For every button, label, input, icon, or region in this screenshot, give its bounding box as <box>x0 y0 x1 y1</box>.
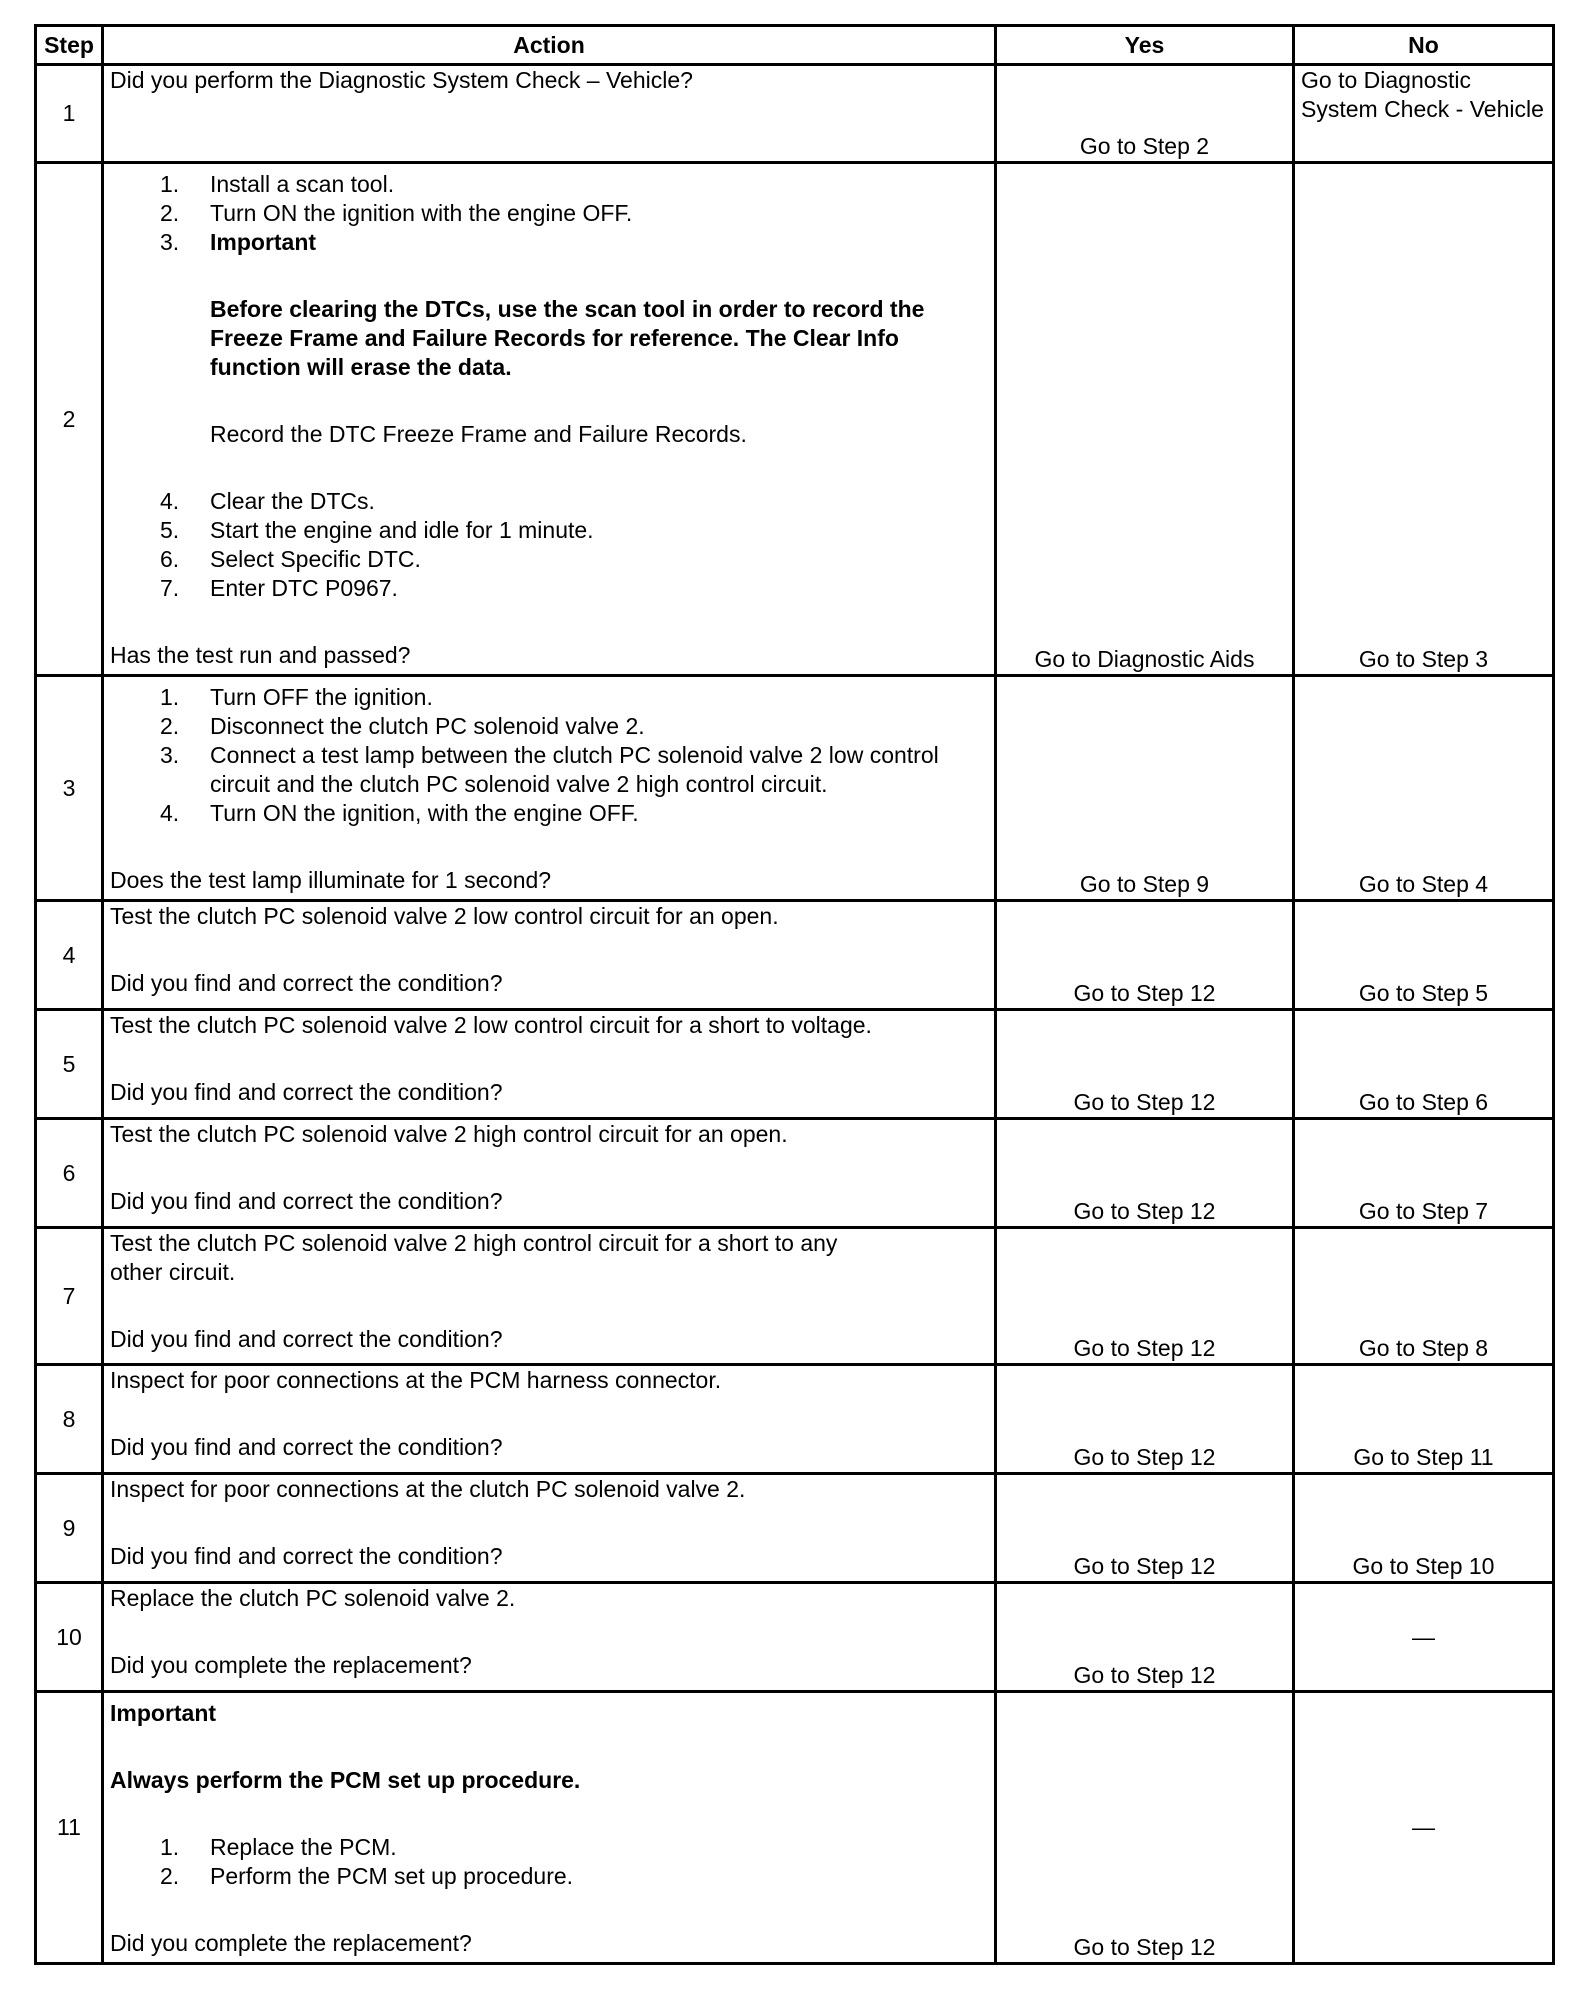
step-number: 5 <box>36 1010 103 1119</box>
yes-cell: Go to Diagnostic Aids <box>996 163 1294 676</box>
action-cell <box>103 1010 996 1119</box>
step-number: 10 <box>36 1583 103 1692</box>
step-number: 6 <box>36 1119 103 1228</box>
no-cell: Go to Step 3 <box>1294 163 1554 676</box>
action-cell <box>103 1692 996 1964</box>
list-item: 4. Turn ON the ignition, with the engine OFF. <box>160 800 639 826</box>
step-number: 8 <box>36 1365 103 1474</box>
table-row <box>36 1474 1554 1583</box>
step-number: 7 <box>36 1228 103 1365</box>
action-cell <box>103 1119 996 1228</box>
action-cell <box>103 1228 996 1365</box>
header-no: No <box>1294 26 1554 65</box>
no-cell: Go to Step 6 <box>1294 1010 1554 1119</box>
list-item: 2. Perform the PCM set up procedure. <box>160 1863 574 1889</box>
list-item: 6. Select Specific DTC. <box>160 546 421 572</box>
procedure-list <box>110 1833 988 1891</box>
table-row <box>36 676 1554 901</box>
yes-cell: Go to Step 12 <box>996 1583 1294 1692</box>
question: Does the test lamp illuminate for 1 second? <box>110 867 552 893</box>
no-cell: — <box>1294 1583 1554 1692</box>
yes-cell: Go to Step 12 <box>996 1228 1294 1365</box>
step-number: 3 <box>36 676 103 901</box>
yes-cell: Go to Step 12 <box>996 1119 1294 1228</box>
procedure-list <box>110 170 988 257</box>
question: Did you find and correct the condition? <box>110 1326 503 1352</box>
question: Did you complete the replacement? <box>110 1652 472 1678</box>
table-row <box>36 1692 1554 1964</box>
table-row <box>36 163 1554 676</box>
yes-cell: Go to Step 12 <box>996 1474 1294 1583</box>
no-cell: Go to Step 8 <box>1294 1228 1554 1365</box>
action-cell <box>103 901 996 1010</box>
list-item: 3. Connect a test lamp between the clutch PC solenoid valve 2 low control circuit and the clutch PC solenoid valve 2 high control circuit. <box>160 742 939 797</box>
table-row <box>36 1228 1554 1365</box>
step-number: 2 <box>36 163 103 676</box>
yes-cell: Go to Step 12 <box>996 1692 1294 1964</box>
list-item: 2. Turn ON the ignition with the engine OFF. <box>160 200 633 226</box>
instruction: Inspect for poor connections at the PCM harness connector. <box>110 1367 722 1393</box>
table-row <box>36 1365 1554 1474</box>
record-note: Record the DTC Freeze Frame and Failure Records. <box>210 421 747 447</box>
table-row <box>36 1583 1554 1692</box>
table-row <box>36 1010 1554 1119</box>
header-action: Action <box>103 26 996 65</box>
list-item: 1. Replace the PCM. <box>160 1834 397 1860</box>
no-cell: Go to Step 7 <box>1294 1119 1554 1228</box>
instruction: Test the clutch PC solenoid valve 2 high control circuit for a short to any other circuit. <box>110 1230 838 1285</box>
yes-cell: Go to Step 9 <box>996 676 1294 901</box>
instruction: Test the clutch PC solenoid valve 2 low control circuit for a short to voltage. <box>110 1012 872 1038</box>
header-yes: Yes <box>996 26 1294 65</box>
list-item: 5. Start the engine and idle for 1 minute. <box>160 517 594 543</box>
instruction: Inspect for poor connections at the clutch PC solenoid valve 2. <box>110 1476 746 1502</box>
action-cell <box>103 1365 996 1474</box>
procedure-list <box>110 487 988 603</box>
list-item: 3. Important <box>160 229 317 255</box>
header-row <box>36 26 1554 65</box>
instruction: Test the clutch PC solenoid valve 2 high control circuit for an open. <box>110 1121 788 1147</box>
question: Did you perform the Diagnostic System Check – Vehicle? <box>110 67 693 93</box>
step-number: 4 <box>36 901 103 1010</box>
table-row <box>36 65 1554 163</box>
question: Did you find and correct the condition? <box>110 1543 503 1569</box>
instruction: Test the clutch PC solenoid valve 2 low control circuit for an open. <box>110 903 779 929</box>
important-label: Important <box>110 1700 217 1726</box>
important-note: Always perform the PCM set up procedure. <box>110 1767 581 1793</box>
header-step: Step <box>36 26 103 65</box>
diagnostic-table <box>34 24 1555 1965</box>
procedure-list <box>110 683 988 828</box>
action-cell <box>103 1583 996 1692</box>
list-item: 1. Install a scan tool. <box>160 171 395 197</box>
question: Did you find and correct the condition? <box>110 1079 503 1105</box>
step-number: 11 <box>36 1692 103 1964</box>
action-cell <box>103 65 996 163</box>
no-cell: Go to Step 10 <box>1294 1474 1554 1583</box>
table-row <box>36 1119 1554 1228</box>
yes-cell: Go to Step 2 <box>996 65 1294 163</box>
list-item: 1. Turn OFF the ignition. <box>160 684 433 710</box>
no-cell: Go to Step 5 <box>1294 901 1554 1010</box>
no-cell: Go to Step 4 <box>1294 676 1554 901</box>
yes-cell: Go to Step 12 <box>996 1010 1294 1119</box>
question: Did you complete the replacement? <box>110 1930 472 1956</box>
question: Did you find and correct the condition? <box>110 1188 503 1214</box>
instruction: Replace the clutch PC solenoid valve 2. <box>110 1585 516 1611</box>
step-number: 9 <box>36 1474 103 1583</box>
yes-cell: Go to Step 12 <box>996 901 1294 1010</box>
no-cell: Go to Diagnostic System Check - Vehicle <box>1294 65 1554 163</box>
table-row <box>36 901 1554 1010</box>
action-cell <box>103 1474 996 1583</box>
question: Has the test run and passed? <box>110 642 411 668</box>
yes-cell: Go to Step 12 <box>996 1365 1294 1474</box>
step-number: 1 <box>36 65 103 163</box>
question: Did you find and correct the condition? <box>110 970 503 996</box>
no-cell: Go to Step 11 <box>1294 1365 1554 1474</box>
important-note: Before clearing the DTCs, use the scan tool in order to record the Freeze Frame and Failure Records for reference. The Clear Info function will erase the data. <box>210 296 925 380</box>
list-item: 7. Enter DTC P0967. <box>160 575 398 601</box>
list-item: 4. Clear the DTCs. <box>160 488 375 514</box>
list-item: 2. Disconnect the clutch PC solenoid valve 2. <box>160 713 645 739</box>
action-cell <box>103 676 996 901</box>
question: Did you find and correct the condition? <box>110 1434 503 1460</box>
action-cell <box>103 163 996 676</box>
no-cell: — <box>1294 1692 1554 1964</box>
